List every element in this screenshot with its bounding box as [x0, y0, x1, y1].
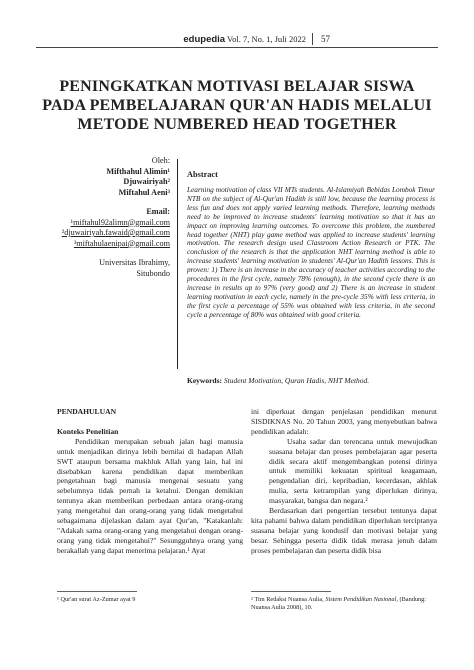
body-paragraph: Pendidikan merupakan sebuah jalan bagi manusia untuk menjadikan dirinya lebih bernilai di hadapan Allah SWT ataupun bersama makhluk Allah yang lain, hal ini disebabkan karena pendidikan dapat memberikan pengetahuan bagi manusia mengenai sesuatu yang sebelumnya tidak pernah ia ketahui. Dengan demikian tentunya akan memberikan perbedaan antara orang-orang yang mengetahui dan orang-orang yang tidak mengetahui sebagaimana dijelaskan dalam ayat Qur'an, "Katakanlah: "Adakah sama orang-orang yang mengetahui dengan orang-orang yang tidak mengetahui?" Sesungguhnya orang yang berakallah yang dapat menerima pelajaran.¹ Ayat — [57, 436, 243, 555]
footnote-book-title: Sistem Pendidikan Nasional — [325, 596, 397, 603]
abstract-heading: Abstract — [187, 170, 218, 179]
journal-name: edupedia — [183, 34, 226, 45]
email-label: Email: — [146, 207, 170, 216]
footnote-rule — [251, 591, 331, 592]
block-quote: Usaha sadar dan terencana untuk mewujudkan suasana belajar dan proses pembelajaran agar peserta didik secara aktif mengembangkan potensi dirinya untuk memiliki kekuatan spiritual keagamaan, pengendalian diri, kepribadian, kecerdasan, akhlak mulia, serta ketrampilan yang diperlukan dirinya, masyarakat, bangsa dan negara.² — [269, 436, 437, 506]
footnote — [251, 596, 437, 612]
author-name: Djuwairiyah² — [123, 177, 170, 186]
abstract-divider — [177, 159, 178, 369]
footnote-rule — [57, 591, 137, 592]
body-paragraph: Berdasarkan dari pengertian tersebut tentunya dapat kita pahami bahwa dalam pendidikan diperlukan terciptanya suasana belajar yang kondusif dan motivasi belajar yang besar. Sehingga peserta didik tidak merasa jenuh dalam proses pembelajaran dan peserta didik bisa — [251, 506, 437, 555]
right-column — [251, 407, 437, 556]
body-paragraph: ini diperkuat dengan penjelasan pendidikan menurut SISDIKNAS No. 20 Tahun 2003, yang menyebutkan bahwa pendidikan adalah: — [251, 407, 437, 436]
keywords-text: Student Motivation, Quran Hadis, NHT Method. — [222, 376, 370, 385]
subsection-heading: Konteks Penelitian — [57, 426, 119, 436]
header-separator — [312, 33, 313, 45]
author-email[interactable]: ²djuwairiyah.fawaid@gmail.com — [61, 228, 170, 237]
affiliation-line: Universitas Ibrahimy, — [99, 258, 170, 267]
footnote-text: ² Tim Redaksi Nuansa Aulia, — [251, 596, 326, 603]
author-name: Mifthahul Alimin¹ — [106, 166, 170, 176]
author-name: Miftahul Aeni³ — [118, 187, 170, 197]
keywords-line — [187, 376, 437, 385]
section-heading: PENDAHULUAN — [57, 407, 117, 416]
affiliation-line: Situbondo — [136, 268, 170, 278]
author-email[interactable]: ³miftahulaenipai@gmail.com — [73, 238, 170, 248]
abstract-body: Learning motivation of class VII MTs students. Al-Islamiyah Bebidas Lombok Timur NTB on the subject of Al-Qur'an Hadith is still low, because the learning process is less fun and does not apply varied learning methods. Therefore, learning methods need to be improved to increase students' learning motivation so that it has an impact on improving learning outcomes. To overcome this problem, the numbered head together (NHT) play game method was applied to increase students' learning motivation. The research design used Classroom Action Research or PTK. The conclusion of the research is that the application NHT learning method is able to increase students' learning motivation in students' Al-Qur'an Hadith lessons. This is proven: 1) There is an increase in the accuracy of teacher activities according to the procedures in the first cycle, namely 78% (enough), in the second cycle there is an increase in results up to 97% (very good) and 2) There is an increase in student learning motivation in each cycle, namely in the pre-cycle 35% with less criteria, in the first cycle a percentage of 55% was obtained with less criteria, in the second cycle a percentage of 80% was obtained with good criteria. — [187, 185, 435, 319]
author-email[interactable]: ¹miftahul92alimn@gmail.com — [70, 217, 170, 227]
footnote-text: , (Bandung: Nuansa Aulia 2008), 10. — [251, 596, 427, 611]
paper-title: PENINGKATKAN MOTIVASI BELAJAR SISWA PADA PEMBELAJARAN QUR'AN HADIS MELALUI METODE NUMBERED HEAD TOGETHER — [42, 78, 432, 133]
footnote: ¹ Qur'an surat Az-Zumar ayat 9 — [57, 596, 136, 603]
author-by: Oleh: — [151, 156, 170, 165]
author-block — [40, 156, 170, 279]
header-rule — [36, 47, 438, 48]
left-column — [57, 407, 243, 556]
page-number: 57 — [321, 34, 330, 44]
journal-issue: Vol. 7, No. 1, Juli 2022 — [225, 34, 306, 44]
keywords-label: Keywords: — [187, 376, 222, 385]
running-header — [0, 34, 306, 45]
